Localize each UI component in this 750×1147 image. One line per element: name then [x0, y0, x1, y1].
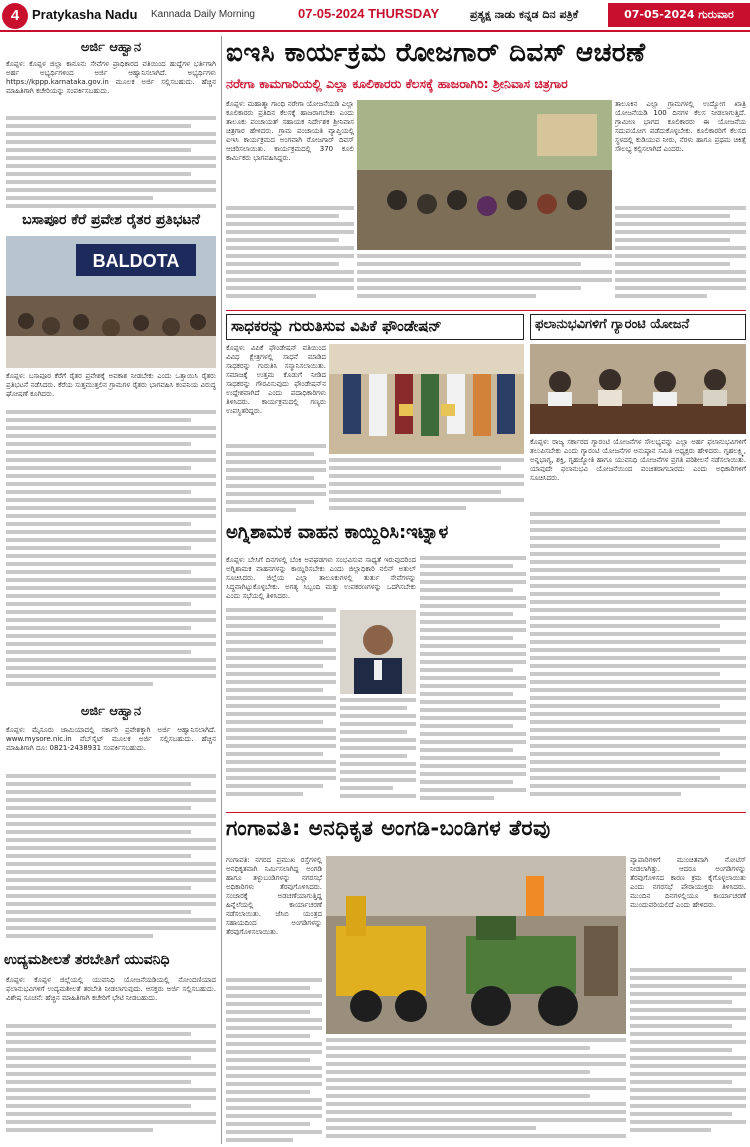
issue-date-kannada: 07-05-2024 ಗುರುವಾರ: [608, 3, 750, 27]
left-sidebar: [4, 36, 218, 1144]
gangavathi-right-filler: [630, 968, 746, 1142]
notice1-text: ಕೊಪ್ಪಳ: ಕೊಪ್ಪಳ ಜಿಲ್ಲಾ ಕಾನೂನು ಸೇವೆಗಳ ಪ್ರಾಧಿಕಾರದ ವತಿಯಿಂದ ಹುದ್ದೆಗಳ ಭರ್ತಿಗಾಗಿ ಅರ್ಹ ಅಭ್ಯರ್ಥಿಗಳಿಂದ ಅರ್ಜಿ ಆಹ್ವಾನಿಸಲಾಗಿದೆ. ಅಭ್ಯರ್ಥಿಗಳು https://kppp.karnataka.gov.in ಮೂಲಕ ಅರ್ಜಿ ಸಲ್ಲಿಸಬಹುದು. ಹೆಚ್ಚಿನ ಮಾಹಿತಿಗಾಗಿ ಕಚೇರಿಯನ್ನು ಸಂಪರ್ಕಿಸಬಹುದು.: [6, 60, 216, 95]
rozgar-diwas-art: [357, 100, 612, 250]
guarantee-meeting-art: [530, 344, 746, 434]
official-portrait-photo: [340, 610, 416, 694]
guarantee-meeting-photo: [530, 344, 746, 434]
notice1-title: ಅರ್ಜಿ ಆಹ್ವಾನ: [80, 40, 142, 55]
gangavathi-mid-filler: [326, 1038, 626, 1142]
fire-left-filler: [226, 608, 336, 808]
notice2-filler: [6, 774, 216, 948]
fire-right-filler: [420, 556, 526, 808]
vpk-right-filler: [329, 458, 524, 516]
page-number: 4: [2, 3, 28, 29]
paper-tagline: Kannada Daily Morning: [151, 9, 255, 20]
guarantee-story-text: ಕೊಪ್ಪಳ: ರಾಜ್ಯ ಸರ್ಕಾರದ ಗ್ಯಾರಂಟಿ ಯೋಜನೆಗಳ ಸೌಲಭ್ಯವನ್ನು ಎಲ್ಲಾ ಅರ್ಹ ಫಲಾನುಭವಿಗಳಿಗೆ ತಲುಪಿಸಬೇಕು ಎಂದು ಗ್ಯಾರಂಟಿ ಯೋಜನೆಗಳ ಅನುಷ್ಠಾನ ಸಮಿತಿ ಅಧ್ಯಕ್ಷರು ಹೇಳಿದರು. ಗೃಹಲಕ್ಷ್ಮಿ, ಅನ್ನಭಾಗ್ಯ, ಶಕ್ತಿ, ಗೃಹಜ್ಯೋತಿ ಹಾಗೂ ಯುವನಿಧಿ ಯೋಜನೆಗಳ ಪ್ರಗತಿ ಪರಿಶೀಲನೆ ನಡೆಸಲಾಯಿತು. ಯಾವುದೇ ಫಲಾನುಭವಿ ಯೋಜನೆಯಿಂದ ವಂಚಿತರಾಗಬಾರದು ಎಂದು ಅಧಿಕಾರಿಗಳಿಗೆ ಸೂಚಿಸಿದರು.: [530, 438, 746, 482]
vpk-felicitation-art: [329, 344, 524, 454]
protest-photo-art: [6, 236, 216, 368]
gangavathi-left-filler: [226, 978, 322, 1142]
lead-right-filler: [615, 206, 746, 306]
gangavathi-headline: ಗಂಗಾವತಿ: ಅನಧಿಕೃತ ಅಂಗಡಿ-ಬಂಡಿಗಳ ತೆರವು: [226, 816, 551, 840]
vpk-story-text: ಕೊಪ್ಪಳ: ವಿಪಿಕೆ ಫೌಂಡೇಷನ್ ವತಿಯಿಂದ ವಿವಿಧ ಕ್ಷೇತ್ರಗಳಲ್ಲಿ ಸಾಧನೆ ಮಾಡಿದ ಸಾಧಕರನ್ನು ಗುರುತಿಸಿ ಸನ್ಮಾನಿಸಲಾಯಿತು. ಸಮಾಜಕ್ಕೆ ಉತ್ತಮ ಕೊಡುಗೆ ನೀಡಿದ ಸಾಧಕರನ್ನು ಗೌರವಿಸುವುದು ಫೌಂಡೇಷನ್‌ನ ಉದ್ದೇಶವಾಗಿದೆ ಎಂದು ಪದಾಧಿಕಾರಿಗಳು ತಿಳಿಸಿದರು. ಕಾರ್ಯಕ್ರಮದಲ್ಲಿ ಗಣ್ಯರು ಉಪಸ್ಥಿತರಿದ್ದರು.: [226, 344, 326, 415]
lead-text-right: ತಾಲೂಕಿನ ಎಲ್ಲಾ ಗ್ರಾಮಗಳಲ್ಲಿ ಉದ್ಯೋಗ ಖಾತ್ರಿ ಯೋಜನೆಯಡಿ 100 ದಿನಗಳ ಕೆಲಸ ನೀಡಲಾಗುತ್ತಿದೆ. ಗ್ರಾಮೀಣ ಭಾಗದ ಕೂಲಿಕಾರರು ಈ ಯೋಜನೆಯ ಸದುಪಯೋಗ ಪಡೆದುಕೊಳ್ಳಬೇಕು. ಕೂಲಿಕಾರರಿಗೆ ಕೆಲಸದ ಸ್ಥಳದಲ್ಲಿ ಕುಡಿಯುವ ನೀರು, ನೆರಳು ಹಾಗೂ ಪ್ರಥಮ ಚಿಕಿತ್ಸೆ ಸೌಲಭ್ಯ ಕಲ್ಪಿಸಲಾಗಿದೆ ಎಂದರು.: [615, 100, 746, 153]
lead-bottom-filler: [357, 254, 612, 306]
section-rule-1: [226, 310, 746, 311]
fire-story-text: ಕೊಪ್ಪಳ: ಬೇಸಿಗೆ ದಿನಗಳಲ್ಲಿ ಬೆಂಕಿ ಅವಘಡಗಳು ಸಂಭವಿಸುವ ಸಾಧ್ಯತೆ ಇರುವುದರಿಂದ ಅಗ್ನಿಶಾಮಕ ವಾಹನಗಳನ್ನು ಕಾಯ್ದಿರಿಸಬೇಕು ಎಂದು ಜಿಲ್ಲಾಧಿಕಾರಿ ನಲಿನ್ ಅತುಲ್ ಸೂಚಿಸಿದರು. ಜಿಲ್ಲೆಯ ಎಲ್ಲಾ ತಾಲೂಕುಗಳಲ್ಲಿ ತುರ್ತು ಸೇವೆಗಳನ್ನು ಸಿದ್ಧವಾಗಿಟ್ಟುಕೊಳ್ಳಬೇಕು. ಅಗತ್ಯ ಸಿಬ್ಬಂದಿ ಮತ್ತು ಉಪಕರಣಗಳನ್ನು ಒದಗಿಸಬೇಕು ಎಂದು ಸಭೆಯಲ್ಲಿ ತಿಳಿಸಿದರು.: [226, 556, 416, 600]
basapura-story-title: ಬಸಾಪೂರ ಕೆರೆ ಪ್ರವೇಶ ರೈತರ ಪ್ರತಿಭಟನೆ: [22, 212, 200, 228]
column-divider: [221, 36, 222, 1144]
fire-mid-filler: [340, 698, 416, 808]
notice3-title: ಉದ್ಯಮಶೀಲತೆ ತರಬೇತಿಗೆ ಯುವನಿಧಿ: [4, 952, 170, 968]
notice3-filler: [6, 1024, 216, 1142]
rozgar-diwas-photo: [357, 100, 612, 250]
notice2-title: ಅರ್ಜಿ ಆಹ್ವಾನ: [80, 704, 142, 719]
issue-date: 07-05-2024 THURSDAY: [298, 6, 440, 21]
vpk-left-filler: [226, 444, 326, 516]
masthead: [0, 0, 750, 32]
basapura-story-filler: [6, 410, 216, 696]
lead-left-filler: [226, 206, 354, 306]
fire-story-title: ಅಗ್ನಿಶಾಮಕ ವಾಹನ ಕಾಯ್ದಿರಿಸಿ:ಇಟ್ನಾಳ: [226, 522, 449, 543]
basapura-story-text: ಕೊಪ್ಪಳ: ಬಸಾಪೂರ ಕೆರೆಗೆ ರೈತರ ಪ್ರವೇಶಕ್ಕೆ ಅವಕಾಶ ನೀಡಬೇಕು ಎಂದು ಒತ್ತಾಯಿಸಿ ರೈತರು ಪ್ರತಿಭಟನೆ ನಡೆಸಿದರು. ಕೆರೆಯ ಸುತ್ತಮುತ್ತಲಿನ ಗ್ರಾಮಗಳ ರೈತರು ಭಾಗವಹಿಸಿ ಕಂಪನಿಯ ವಿರುದ್ಧ ಘೋಷಣೆ ಕೂಗಿದರು.: [6, 372, 216, 398]
paper-name-kannada: ಪ್ರತ್ಯಕ್ಷ ನಾಡು ಕನ್ನಡ ದಿನ ಪತ್ರಿಕೆ: [470, 8, 579, 21]
lead-headline: ಐಇಸಿ ಕಾರ್ಯಕ್ರಮ ರೋಜಗಾರ್ ದಿವಸ್ ಆಚರಣೆ: [226, 38, 646, 68]
vpk-felicitation-photo: [329, 344, 524, 454]
gangavathi-text-left: ಗಂಗಾವತಿ: ನಗರದ ಪ್ರಮುಖ ರಸ್ತೆಗಳಲ್ಲಿ ಅನಧಿಕೃತವಾಗಿ ನಿರ್ಮಿಸಲಾಗಿದ್ದ ಅಂಗಡಿ ಹಾಗೂ ತಳ್ಳುಬಂಡಿಗಳನ್ನು ನಗರಸಭೆ ಅಧಿಕಾರಿಗಳು ತೆರವುಗೊಳಿಸಿದರು. ಸಂಚಾರಕ್ಕೆ ಅಡಚಣೆಯಾಗುತ್ತಿದ್ದ ಹಿನ್ನೆಲೆಯಲ್ಲಿ ಕಾರ್ಯಾಚರಣೆ ನಡೆಸಲಾಯಿತು. ಜೆಸಿಬಿ ಯಂತ್ರದ ಸಹಾಯದಿಂದ ಅಂಗಡಿಗಳನ್ನು ತೆರವುಗೊಳಿಸಲಾಯಿತು.: [226, 856, 322, 936]
section-rule-2: [226, 812, 746, 813]
paper-name: Pratykasha Nadu: [32, 7, 138, 22]
notice2-text: ಕೊಪ್ಪಳ: ಮೈಸೂರು ಜಾಮಿಯಾದಲ್ಲಿ ಸರ್ಕಾರಿ ಪ್ರವೇಶಕ್ಕಾಗಿ ಅರ್ಜಿ ಆಹ್ವಾನಿಸಲಾಗಿದೆ. www.mysore.nic.in ವೆಬ್‌ಸೈಟ್ ಮೂಲಕ ಅರ್ಜಿ ಸಲ್ಲಿಸಬಹುದು. ಹೆಚ್ಚಿನ ಮಾಹಿತಿಗಾಗಿ ದೂ: 0821-2438931 ಸಂಪರ್ಕಿಸಬಹುದು.: [6, 726, 216, 752]
gangavathi-text-right: ವ್ಯಾಪಾರಿಗಳಿಗೆ ಮುಂಚಿತವಾಗಿ ನೋಟಿಸ್ ನೀಡಲಾಗಿತ್ತು. ಆದರೂ ಅಂಗಡಿಗಳನ್ನು ತೆರವುಗೊಳಿಸದ ಕಾರಣ ಕ್ರಮ ಕೈಗೊಳ್ಳಲಾಯಿತು ಎಂದು ನಗರಸಭೆ ಪೌರಾಯುಕ್ತರು ತಿಳಿಸಿದರು. ಮುಂದಿನ ದಿನಗಳಲ್ಲಿಯೂ ಕಾರ್ಯಾಚರಣೆ ಮುಂದುವರಿಯಲಿದೆ ಎಂದು ಹೇಳಿದರು.: [630, 856, 746, 909]
guarantee-filler: [530, 512, 746, 808]
lead-subhead: ನರೇಗಾ ಕಾಮಗಾರಿಯಲ್ಲಿ ಎಲ್ಲಾ ಕೂಲಿಕಾರರು ಕೆಲಸಕ್ಕೆ ಹಾಜರಾಗಿರಿ: ಶ್ರೀನಿವಾಸ ಚಿತ್ರಗಾರ: [226, 76, 568, 91]
protest-photo: [6, 236, 216, 368]
lead-text-left: ಕೊಪ್ಪಳ: ಮಹಾತ್ಮಾ ಗಾಂಧಿ ನರೇಗಾ ಯೋಜನೆಯಡಿ ಎಲ್ಲಾ ಕೂಲಿಕಾರರು ಪ್ರತಿದಿನ ಕೆಲಸಕ್ಕೆ ಹಾಜರಾಗಬೇಕು ಎಂದು ತಾಲೂಕು ಪಂಚಾಯತ್ ಸಹಾಯಕ ನಿರ್ದೇಶಕ ಶ್ರೀನಿವಾಸ ಚಿತ್ರಗಾರ ಹೇಳಿದರು. ಗ್ರಾಮ ಪಂಚಾಯತಿ ವ್ಯಾಪ್ತಿಯಲ್ಲಿ ಐಇಸಿ ಕಾರ್ಯಕ್ರಮದ ಅಂಗವಾಗಿ ರೋಜಗಾರ್ ದಿವಸ್ ಆಚರಿಸಲಾಯಿತು. ಕಾರ್ಯಕ್ರಮದಲ್ಲಿ 370 ಕೂಲಿ ಕಾರ್ಮಿಕರು ಭಾಗವಹಿಸಿದ್ದರು.: [226, 100, 354, 162]
vpk-story-title: ಸಾಧಕರನ್ನು ಗುರುತಿಸುವ ವಿಪಿಕೆ ಫೌಂಡೇಷನ್: [226, 314, 524, 340]
jcb-clearance-art: [326, 856, 626, 1034]
notice1-filler: [6, 116, 216, 216]
baldota-banner: BALDOTA: [92, 251, 180, 271]
jcb-clearance-photo: [326, 856, 626, 1034]
guarantee-story-title: ಫಲಾನುಭವಿಗಳಿಗೆ ಗ್ಯಾರಂಟಿ ಯೋಜನೆ: [530, 314, 746, 340]
notice3-text: ಕೊಪ್ಪಳ: ಕೊಪ್ಪಳ ಜಿಲ್ಲೆಯಲ್ಲಿ ಯುವನಿಧಿ ಯೋಜನೆಯಡಿಯಲ್ಲಿ ನೋಂದಣಿಯಾದ ಫಲಾನುಭವಿಗಳಿಗೆ ಉದ್ಯಮಶೀಲತೆ ತರಬೇತಿ ನೀಡಲಾಗುವುದು. ಆಸಕ್ತರು ಅರ್ಜಿ ಸಲ್ಲಿಸಬಹುದು. ವಿಶೇಷ ಸೂಚನೆ: ಹೆಚ್ಚಿನ ಮಾಹಿತಿಗಾಗಿ ಕಚೇರಿಗೆ ಭೇಟಿ ನೀಡಬಹುದು.: [6, 976, 216, 1002]
official-portrait-art: [340, 610, 416, 694]
